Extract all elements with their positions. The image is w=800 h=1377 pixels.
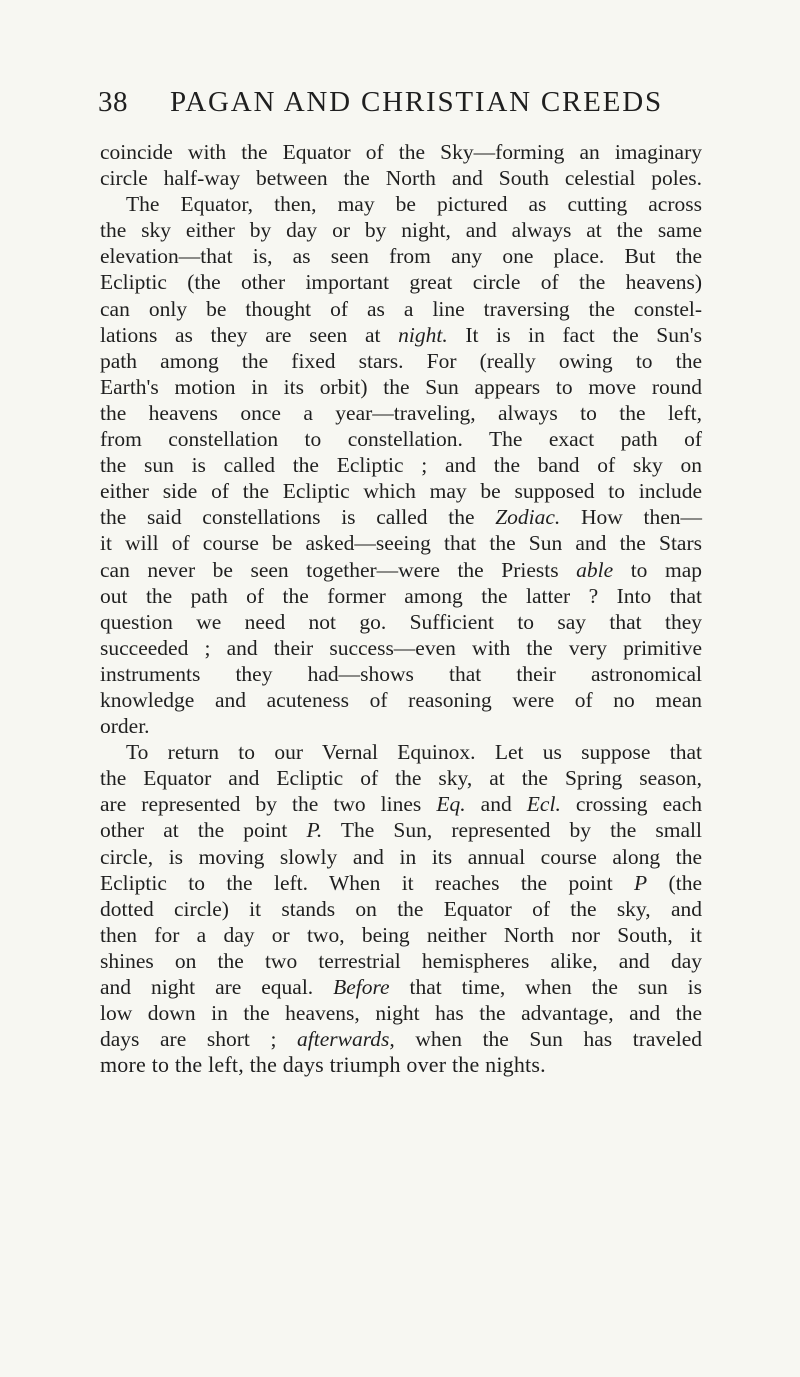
text-line (100, 948, 702, 974)
text-line (100, 243, 702, 269)
text-segment: elevation—that is, as seen from any one place. But the (100, 244, 702, 269)
text-segment: to map (613, 557, 702, 582)
text-segment: instruments they had—shows that their astronomical (100, 661, 702, 686)
text-segment: days are short ; (100, 1027, 298, 1052)
text-line (100, 1000, 702, 1026)
text-line (100, 635, 702, 661)
italic-text: P (634, 870, 648, 895)
italic-text: Zodiac. (495, 505, 561, 530)
text-line (100, 452, 702, 478)
text-segment: Earth's motion in its orbit) the Sun appears to move round (100, 374, 702, 399)
body-text (100, 139, 702, 1078)
text-line (100, 609, 702, 635)
text-segment: can only be thought of as a line traversing the constel- (100, 296, 702, 321)
text-line (100, 165, 702, 191)
page-number: 38 (98, 86, 128, 118)
italic-text: afterwards, (297, 1027, 395, 1052)
italic-text: P. (306, 818, 323, 843)
text-line (100, 139, 702, 165)
text-line (100, 478, 702, 504)
text-line (100, 1026, 702, 1052)
text-line (100, 844, 702, 870)
text-line (100, 974, 702, 1000)
text-segment: more to the left, the days triumph over the nights. (100, 1052, 546, 1078)
text-line (100, 687, 702, 713)
text-line (100, 713, 702, 739)
text-segment: the Equator and Ecliptic of the sky, at the Spring season, (100, 766, 702, 791)
text-segment: and (465, 792, 527, 817)
text-line (100, 400, 702, 426)
text-segment: How then— (560, 505, 702, 530)
text-segment: that time, when the sun is (389, 975, 702, 999)
text-segment: shines on the two terrestrial hemispheres alike, and day (100, 948, 702, 973)
running-title: PAGAN AND CHRISTIAN CREEDS (170, 86, 663, 118)
text-segment: other at the point (100, 818, 307, 843)
text-line (100, 870, 702, 896)
text-segment: the heavens once a year—traveling, always to the left, (100, 400, 702, 425)
text-segment: It is in fact the Sun's (447, 322, 702, 347)
text-line (100, 817, 702, 843)
text-segment: when the Sun has traveled (394, 1027, 702, 1052)
italic-text: Ecl. (526, 792, 561, 817)
text-segment: low down in the heavens, night has the advantage, and the (100, 1001, 702, 1026)
italic-text: Before (333, 975, 390, 999)
text-line (100, 896, 702, 922)
text-line (100, 765, 702, 791)
text-line (100, 557, 702, 583)
text-line (100, 426, 702, 452)
text-segment: Ecliptic to the left. When it reaches the point (100, 870, 635, 895)
text-segment: it will of course be asked—seeing that the Sun and the Stars (100, 531, 702, 556)
text-line (100, 791, 702, 817)
text-segment: then for a day or two, being neither North nor South, it (100, 922, 702, 947)
text-segment: the sun is called the Ecliptic ; and the band of sky on (100, 453, 702, 478)
text-line (100, 661, 702, 687)
text-segment: the said constellations is called the (100, 505, 496, 530)
text-line (100, 504, 702, 530)
italic-text: able (576, 557, 614, 582)
text-line (100, 922, 702, 948)
text-segment: To return to our Vernal Equinox. Let us suppose that (126, 740, 702, 765)
italic-text: night. (398, 322, 448, 347)
text-segment: succeeded ; and their success—even with the very primitive (100, 635, 702, 660)
text-line (100, 191, 702, 217)
text-segment: the sky either by day or by night, and always at the same (100, 218, 702, 243)
text-segment: from constellation to constellation. The exact path of (100, 427, 702, 452)
italic-text: Eq. (436, 792, 466, 817)
text-segment: path among the fixed stars. For (really owing to the (100, 348, 702, 373)
text-segment: (the (647, 870, 702, 895)
text-segment: out the path of the former among the latter ? Into that (100, 583, 702, 608)
text-segment: circle half-way between the North and South celestial poles. (100, 166, 702, 191)
text-line (100, 217, 702, 243)
text-segment: The Equator, then, may be pictured as cutting across (126, 192, 702, 217)
text-segment: The Sun, represented by the small (322, 818, 703, 843)
text-segment: lations as they are seen at (100, 322, 399, 347)
text-segment: Ecliptic (the other important great circle of the heavens) (100, 270, 702, 295)
text-line (100, 269, 702, 295)
text-segment: either side of the Ecliptic which may be supposed to include (100, 479, 702, 504)
text-segment: question we need not go. Sufficient to say that they (100, 609, 702, 634)
text-line (100, 374, 702, 400)
text-line (100, 1052, 702, 1078)
text-line (100, 739, 702, 765)
text-segment: dotted circle) it stands on the Equator of the sky, and (100, 896, 702, 921)
text-line (100, 322, 702, 348)
text-segment: crossing each (560, 792, 702, 817)
text-line (100, 583, 702, 609)
text-line (100, 296, 702, 322)
page-header (100, 86, 700, 126)
text-segment: are represented by the two lines (100, 792, 437, 817)
text-segment: and night are equal. (100, 975, 334, 999)
text-line (100, 348, 702, 374)
text-line (100, 530, 702, 556)
text-segment: coincide with the Equator of the Sky—forming an imaginary (100, 140, 702, 164)
text-segment: knowledge and acuteness of reasoning were of no mean (100, 687, 702, 712)
text-segment: order. (100, 714, 150, 739)
text-segment: circle, is moving slowly and in its annual course along the (100, 844, 702, 869)
text-segment: can never be seen together—were the Priests (100, 557, 577, 582)
